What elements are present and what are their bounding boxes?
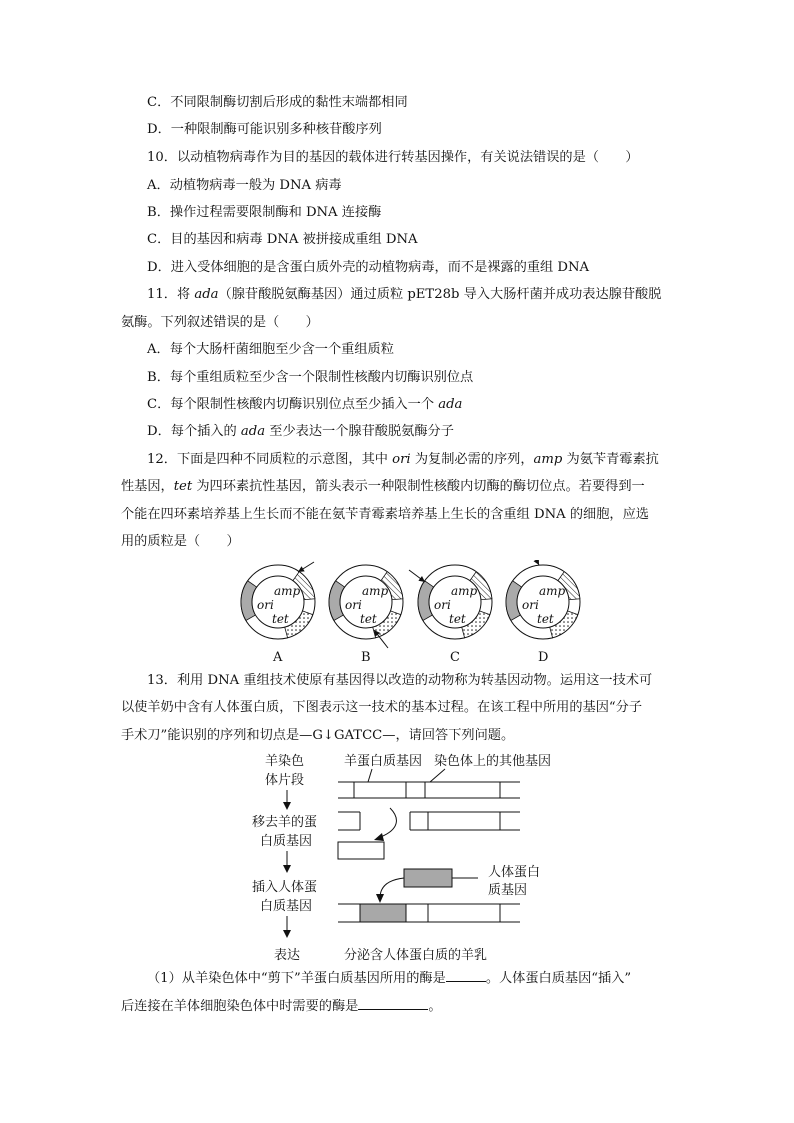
q11-option-d-pre: D．每个插入的 <box>147 424 241 439</box>
q12-line2-post: 为四环素抗性基因，箭头表示一种限制性核酸内切酶的酶切位点。若要得到一 <box>192 479 645 494</box>
human-gene-label-b: 质基因 <box>488 883 528 898</box>
plasmid-a <box>241 562 315 665</box>
q12-stem-line3: 个能在四环素培养基上生长而不能在氨苄青霉素培养基上生长的含重组 DNA 的细胞，应选 <box>121 507 649 522</box>
q12-s1: 12．下面是四种不同质粒的示意图，其中 <box>147 452 393 467</box>
q11-stem-ada: ada <box>194 287 219 302</box>
q13-stem-line3: 手术刀”能识别的序列和切点是—G↓GATCC—，请回答下列问题。 <box>121 728 515 743</box>
q12-stem-line4: 用的质粒是（ ） <box>121 534 240 549</box>
ori-label: ori <box>522 598 539 612</box>
plasmid-c <box>409 565 492 665</box>
q11-option-d-ada: ada <box>240 424 266 439</box>
q10-stem: 10．以动植物病毒作为目的基因的载体进行转基因操作，有关说法错误的是（ ） <box>147 150 639 165</box>
option-label-a: A <box>273 650 283 665</box>
q10-option-b: B．操作过程需要限制酶和 DNA 连接酶 <box>147 205 382 220</box>
step3-label-b: 白质基因 <box>260 899 313 914</box>
step2-label-b: 白质基因 <box>260 834 313 849</box>
q10-option-a: A．动植物病毒一般为 DNA 病毒 <box>147 178 342 193</box>
q10-option-d: D．进入受体细胞的是含蛋白质外壳的动植物病毒，而不是裸露的重组 DNA <box>147 260 590 275</box>
q12-s3: 为氨苄青霉素抗 <box>562 452 659 467</box>
q9-option-c: C．不同限制酶切割后形成的黏性末端都相同 <box>147 95 408 110</box>
q11-option-c-text: C．每个限制性核酸内切酶识别位点至少插入一个 <box>147 397 439 412</box>
q11-option-b: B．每个重组质粒至少含一个限制性核酸内切酶识别位点 <box>147 370 474 385</box>
other-genes-label: 染色体上的其他基因 <box>434 754 552 769</box>
transgenic-process-diagram <box>250 748 570 968</box>
tet-label: tet <box>360 612 377 626</box>
amp-label: amp <box>274 584 301 598</box>
q13-sub1-b: 。人体蛋白质基因“插入” <box>485 971 632 986</box>
cut-site-arrowhead <box>418 576 425 582</box>
option-label-c: C <box>450 650 460 665</box>
q11-stem-line2: 氨酶。下列叙述错误的是（ ） <box>121 315 319 330</box>
answer-blank-enzyme-join[interactable] <box>358 996 428 1010</box>
q13-sub1-line2 <box>121 996 442 1016</box>
sheep-gene-label: 羊蛋白质基因 <box>344 754 423 769</box>
q13-sub1-d: 。 <box>428 999 442 1014</box>
amp-label: amp <box>451 584 478 598</box>
q13-sub1-line1 <box>147 968 631 988</box>
q12-s-amp: amp <box>533 452 563 467</box>
plasmid-d <box>506 560 580 665</box>
option-label-d: D <box>538 650 549 665</box>
tet-label: tet <box>272 612 289 626</box>
q12-line2-pre: 性基因， <box>121 479 174 494</box>
ori-label: ori <box>257 598 274 612</box>
q13-sub1-a: （1）从羊染色体中“剪下”羊蛋白质基因所用的酶是 <box>147 971 446 986</box>
q13-sub1-c: 后连接在羊体细胞染色体中时需要的酶是 <box>121 999 359 1014</box>
step1-label-b: 体片段 <box>265 773 305 788</box>
q11-stem-pre: 11．将 <box>147 287 195 302</box>
q12-s-ori: ori <box>392 452 411 467</box>
q12-stem-line1 <box>147 451 659 469</box>
q12-line2-tet: tet <box>173 479 193 494</box>
q11-option-a: A．每个大肠杆菌细胞至少含一个重组质粒 <box>147 342 394 357</box>
q13-stem-line1: 13．利用 DNA 重组技术使原有基因得以改造的动物称为转基因动物。运用这一技术可 <box>147 673 653 688</box>
human-gene-label-a: 人体蛋白 <box>488 865 541 880</box>
q13-stem-line2: 以使羊奶中含有人体蛋白质，下图表示这一技术的基本过程。在该工程中所用的基因“分子 <box>121 700 643 715</box>
q12-s2: 为复制必需的序列， <box>410 452 534 467</box>
plasmid-figure <box>226 560 586 670</box>
q11-stem-post: （腺苷酸脱氨酶基因）通过质粒 pET28b 导入大肠杆菌并成功表达腺苷酸脱 <box>218 287 662 302</box>
milk-label: 分泌含人体蛋白质的羊乳 <box>344 948 488 963</box>
q10-option-c: C．目的基因和病毒 DNA 被拼接成重组 DNA <box>147 232 418 247</box>
q11-option-c-ada: ada <box>438 397 463 412</box>
ori-label: ori <box>345 598 362 612</box>
option-label-b: B <box>361 650 371 665</box>
amp-label: amp <box>362 584 389 598</box>
q9-option-d: D．一种限制酶可能识别多种核苷酸序列 <box>147 122 382 137</box>
cut-site-arrowhead <box>534 560 539 565</box>
tet-label: tet <box>449 612 466 626</box>
q12-stem-line2 <box>121 478 645 496</box>
q11-option-d-post: 至少表达一个腺苷酸脱氨酶分子 <box>265 424 454 439</box>
q11-stem <box>147 286 661 304</box>
answer-blank-enzyme-cut[interactable] <box>446 968 486 982</box>
plasmid-b <box>329 565 403 665</box>
cut-site-arrowhead <box>298 566 305 572</box>
amp-label: amp <box>539 584 566 598</box>
tet-label: tet <box>537 612 554 626</box>
step1-label-a: 羊染色 <box>265 754 305 769</box>
step3-label-a: 插入人体蛋 <box>252 880 318 895</box>
q11-option-c <box>147 396 462 414</box>
step4-label: 表达 <box>274 948 301 963</box>
ori-label: ori <box>434 598 451 612</box>
q11-option-d <box>147 423 454 441</box>
step2-label-a: 移去羊的蛋 <box>252 815 318 830</box>
